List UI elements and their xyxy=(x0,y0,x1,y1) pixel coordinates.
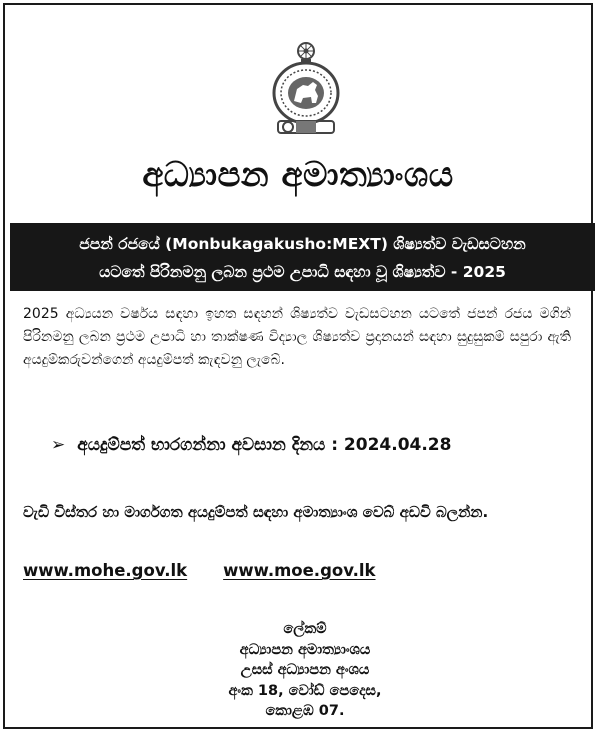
moe-link[interactable]: www.moe.gov.lk xyxy=(223,561,376,580)
state-emblem-icon xyxy=(270,41,342,137)
website-links xyxy=(23,561,376,580)
info-paragraph: වැඩි විස්තර හා මාර්ගගත අයදුම්පත් සඳහා අමාත්‍යාංශ වෙබ් අඩවි බලන්න. xyxy=(23,503,489,521)
signature-block xyxy=(155,619,455,722)
deadline-line xyxy=(51,435,451,455)
scholarship-banner xyxy=(10,223,595,291)
deadline-date: 2024.04.28 xyxy=(343,435,452,455)
signature-line-1: ලේකම් xyxy=(283,621,327,637)
deadline-label: අයදුම්පත් භාරගන්නා අවසාන දිනය : xyxy=(77,435,338,455)
signature-line-3: උසස් අධ්‍යාපන අංශය xyxy=(240,662,370,678)
signature-line-4: අංක 18, වෝඩ් පෙදෙස, xyxy=(228,682,382,699)
ministry-title: අධ්‍යාපන අමාත්‍යාංශය xyxy=(142,155,454,195)
intro-paragraph: 2025 අධ්‍යයන වර්ෂය සඳහා ඉහත සඳහන් ශිෂ්‍යත්ව වැඩසටහන යටතේ ජපන් රජය මගින් පිරිනමනු ලබන ප්‍රථම උපාධි හා තාක්ෂණ විද්‍යාල ශිෂ්‍යත්ව ප්‍රදානයන් සඳහා සුදුසුකම් සපුරා ඇති අයදුම්කරුවන්ගෙන් අයදුම්පත් කැඳවනු ලැබේ. xyxy=(23,306,571,368)
arrow-bullet-icon: ➢ xyxy=(51,435,66,455)
signature-line-5: කොළඹ 07. xyxy=(265,703,345,719)
mohe-link[interactable]: www.mohe.gov.lk xyxy=(23,561,188,580)
banner-line-1: ජපන් රජයේ (Monbukagakusho:MEXT) ශිෂ්‍යත්ව වැඩසටහන xyxy=(79,235,526,253)
banner-line-2: යටතේ පිරිනමනු ලබන ප්‍රථම උපාධි සඳහා වූ ශිෂ්‍යත්ව - 2025 xyxy=(99,263,506,281)
signature-line-2: අධ්‍යාපන අමාත්‍යාංශය xyxy=(239,641,371,658)
notice-frame xyxy=(3,3,593,729)
